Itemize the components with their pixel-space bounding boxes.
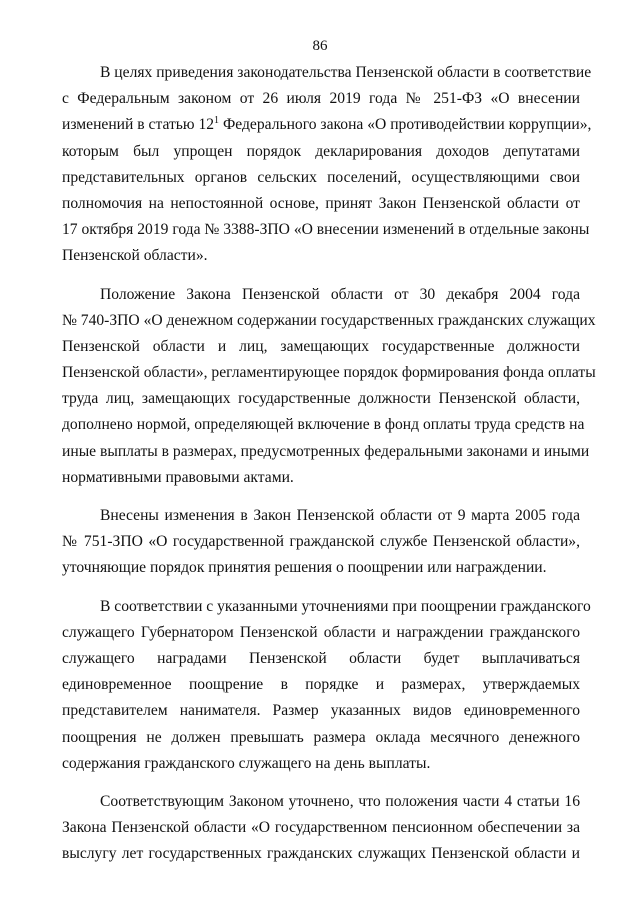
text-line: полномочия на непостоянной основе, принят Закон Пензенской области от bbox=[62, 194, 580, 212]
text-line: Пензенской области». bbox=[62, 247, 208, 265]
text-line: Соответствующим Законом уточнено, что положения части 4 статьи 16 bbox=[100, 792, 580, 810]
page-number: 86 bbox=[312, 38, 328, 54]
text-line: служащего наградами Пензенской области будет выплачиваться bbox=[62, 649, 580, 667]
text-line: В соответствии с указанными уточнениями при поощрении гражданского bbox=[100, 597, 591, 615]
text-line: Внесены изменения в Закон Пензенской области от 9 марта 2005 года bbox=[100, 507, 580, 524]
paragraph bbox=[62, 594, 591, 777]
paragraph bbox=[62, 60, 592, 270]
text-line: Пензенской области и лиц, замещающих государственные должности bbox=[62, 337, 580, 355]
text-line: служащего Губернатором Пензенской области и награждении гражданского bbox=[62, 623, 580, 641]
text-line: Закона Пензенской области «О государственном пенсионном обеспечении за bbox=[62, 819, 580, 837]
paragraph bbox=[62, 789, 580, 868]
superscript: 1 bbox=[214, 115, 220, 127]
text-segment: изменений в статью 12 bbox=[62, 116, 215, 134]
text-line: которым был упрощен порядок декларирования доходов депутатами bbox=[62, 142, 580, 160]
text-line: Пензенской области», регламентирующее порядок формирования фонда оплаты bbox=[62, 364, 596, 382]
text-segment: Федерального закона «О противодействии коррупции», bbox=[219, 116, 592, 134]
text-line: единовременное поощрение в порядке и размерах, утверждаемых bbox=[62, 676, 580, 694]
text-line: В целях приведения законодательства Пензенской области в соответствие bbox=[100, 64, 592, 81]
text-line: поощрения не должен превышать размера оклада месячного денежного bbox=[62, 728, 580, 746]
text-line: иные выплаты в размерах, предусмотренных федеральными законами и иными bbox=[62, 442, 590, 460]
text-line: 17 октября 2019 года № 3388-ЗПО «О внесении изменений в отдельные законы bbox=[62, 221, 590, 239]
text-line: представительных органов сельских поселений, осуществляющими свои bbox=[62, 168, 580, 186]
text-line: с Федеральным законом от 26 июля 2019 года № 251-ФЗ «О внесении bbox=[62, 90, 580, 108]
text-line: содержания гражданского служащего на день выплаты. bbox=[62, 754, 431, 772]
text-line bbox=[62, 112, 592, 138]
document-body bbox=[62, 60, 596, 879]
text-line: дополнено нормой, определяющей включение в фонд оплаты труда средств на bbox=[62, 416, 585, 434]
paragraph bbox=[62, 282, 596, 492]
text-line: нормативными правовыми актами. bbox=[62, 468, 294, 486]
text-line: представителем нанимателя. Размер указанных видов единовременного bbox=[62, 702, 580, 720]
text-line: № 751-ЗПО «О государственной гражданской службе Пензенской области», bbox=[62, 533, 580, 551]
text-line: выслугу лет государственных гражданских служащих Пензенской области и bbox=[62, 845, 580, 863]
text-line: уточняющие порядок принятия решения о поощрении или награждении. bbox=[62, 559, 547, 577]
paragraph bbox=[62, 503, 580, 582]
text-line: труда лиц, замещающих государственные должности Пензенской области, bbox=[62, 390, 580, 408]
text-line: № 740-ЗПО «О денежном содержании государственных гражданских служащих bbox=[62, 311, 596, 329]
text-line: Положение Закона Пензенской области от 30 декабря 2004 года bbox=[100, 285, 580, 303]
